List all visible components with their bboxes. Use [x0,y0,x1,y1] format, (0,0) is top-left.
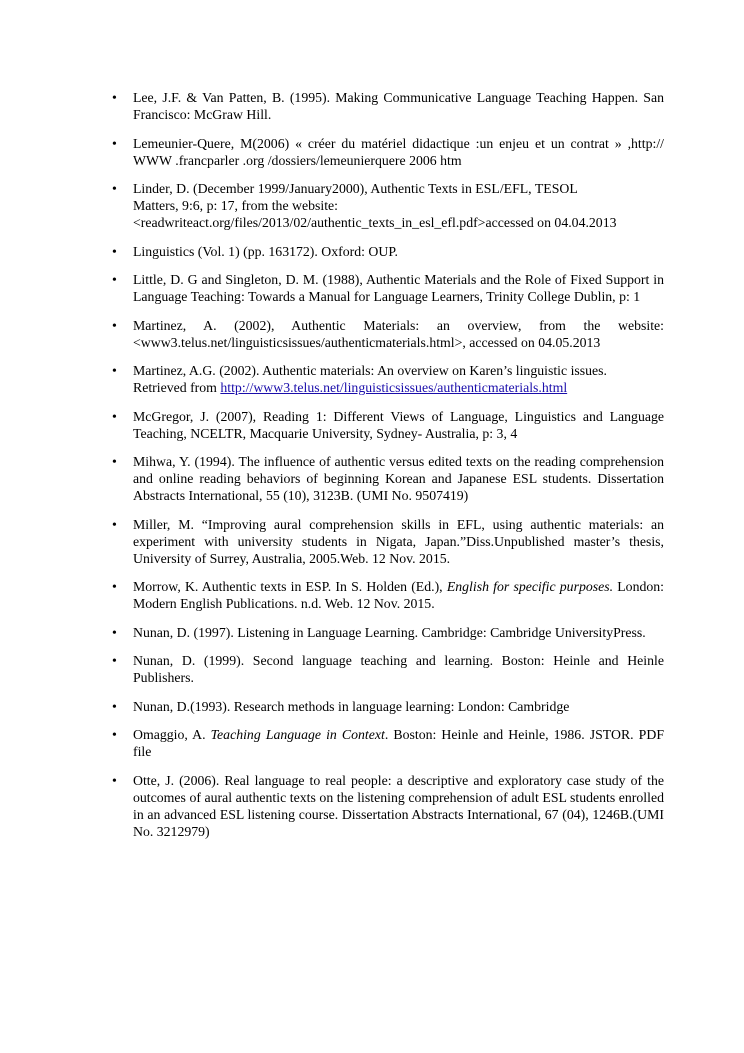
reference-item [112,652,664,686]
bullet-icon: • [112,408,117,424]
reference-text: Nunan, D.(1993). Research methods in language learning: London: Cambridge [133,698,570,714]
reference-title-italic: English for specific purposes. [446,579,614,594]
reference-title-italic: Teaching Language in Context [210,727,385,742]
bullet-icon: • [112,454,117,469]
reference-item [112,135,664,169]
reference-item [112,772,664,840]
bullet-icon: • [112,272,117,287]
reference-item [112,271,664,305]
reference-text: Mihwa, Y. (1994). The influence of authentic versus edited texts on the reading comprehension and online reading behaviors of beginning Korean and Japanese ESL students. Dissertation Abstracts International, 55 (10), 3123B. (UMI No. 9507419) [133,454,664,503]
reference-item [112,243,664,260]
reference-line: Linder, D. (December 1999/January2000), Authentic Texts in ESL/EFL, TESOL [133,181,578,196]
reference-item [112,180,664,231]
reference-text: Lemeunier-Quere, M(2006) « créer du matériel didactique :un enjeu et un contrat » ,http:// WWW .francparler .org /dossiers/lemeunierquere 2006 htm [133,135,664,168]
reference-text: Nunan, D. (1999). Second language teaching and learning. Boston: Heinle and Heinle Publishers. [133,653,664,685]
reference-item [112,726,664,760]
bullet-icon: • [112,363,117,378]
bullet-icon: • [112,181,117,196]
reference-line: <readwriteact.org/files/2013/02/authentic_texts_in_esl_efl.pdf>accessed on 04.04.2013 [133,215,617,230]
reference-item [112,362,664,396]
reference-text: . Boston: Heinle and Heinle, 1986. JSTOR. PDF file [133,727,664,759]
bullet-icon: • [112,516,117,532]
reference-text: Miller, M. “Improving aural comprehension skills in EFL, using authentic materials: an experiment with university students in Nigata, Japan.”Diss.Unpublished master’s thesis, University of Surrey, Australia, 2005.Web. 12 Nov. 2015. [133,516,664,566]
bullet-icon: • [112,698,117,714]
bullet-icon: • [112,317,117,333]
bullet-icon: • [112,653,117,668]
bullet-icon: • [112,624,117,640]
reference-text: Morrow, K. Authentic texts in ESP. In S. Holden (Ed.), [133,579,447,594]
reference-item [112,89,664,123]
reference-text: Lee, J.F. & Van Patten, B. (1995). Making Communicative Language Teaching Happen. San Francisco: McGraw Hill. [133,90,664,122]
reference-text: Nunan, D. (1997). Listening in Language Learning. Cambridge: Cambridge UniversityPress. [133,624,646,640]
reference-line: Matters, 9:6, p: 17, from the website: [133,198,338,213]
reference-text: McGregor, J. (2007), Reading 1: Different Views of Language, Linguistics and Language Teaching, NCELTR, Macquarie University, Sydney- Australia, p: 3, 4 [133,408,664,441]
reference-item [112,578,665,612]
bullet-icon: • [112,579,117,594]
reference-text: Linguistics (Vol. 1) (pp. 163172). Oxford: OUP. [133,243,398,259]
reference-item [112,317,664,351]
reference-text: Otte, J. (2006). Real language to real people: a descriptive and exploratory case study of the outcomes of aural authentic texts on the listening comprehension of adult ESL students enrolled in an advanced ESL listening course. Dissertation Abstracts International, 67 (04), 1246B.(UMI No. 3212979) [133,772,664,839]
bullet-icon: • [112,243,117,259]
reference-list [112,89,665,851]
bullet-icon: • [112,772,117,788]
bullet-icon: • [112,90,117,105]
reference-text: Little, D. G and Singleton, D. M. (1988), Authentic Materials and the Role of Fixed Support in Language Teaching: Towards a Manual for Language Learners, Trinity College Dublin, p: 1 [133,272,664,304]
reference-text: Retrieved from [133,380,221,395]
reference-item [112,698,664,715]
reference-line [133,379,664,396]
reference-link[interactable]: http://www3.telus.net/linguisticsissues/authenticmaterials.html [220,380,568,395]
bullet-icon: • [112,727,117,742]
reference-item [112,453,664,504]
reference-item [112,408,664,442]
reference-line: Martinez, A.G. (2002). Authentic materials: An overview on Karen’s linguistic issues. [133,363,607,378]
reference-text: Martinez, A. (2002), Authentic Materials: an overview, from the website:<www3.telus.net/linguisticsissues/authenticmaterials.html>, accessed on 04.05.2013 [133,317,664,350]
reference-text: Omaggio, A. [133,727,211,742]
reference-item [112,516,664,567]
bullet-icon: • [112,135,117,151]
reference-item [112,624,664,641]
reference-text: London: Modern English Publications. n.d. Web. 12 Nov. 2015. [133,579,665,611]
